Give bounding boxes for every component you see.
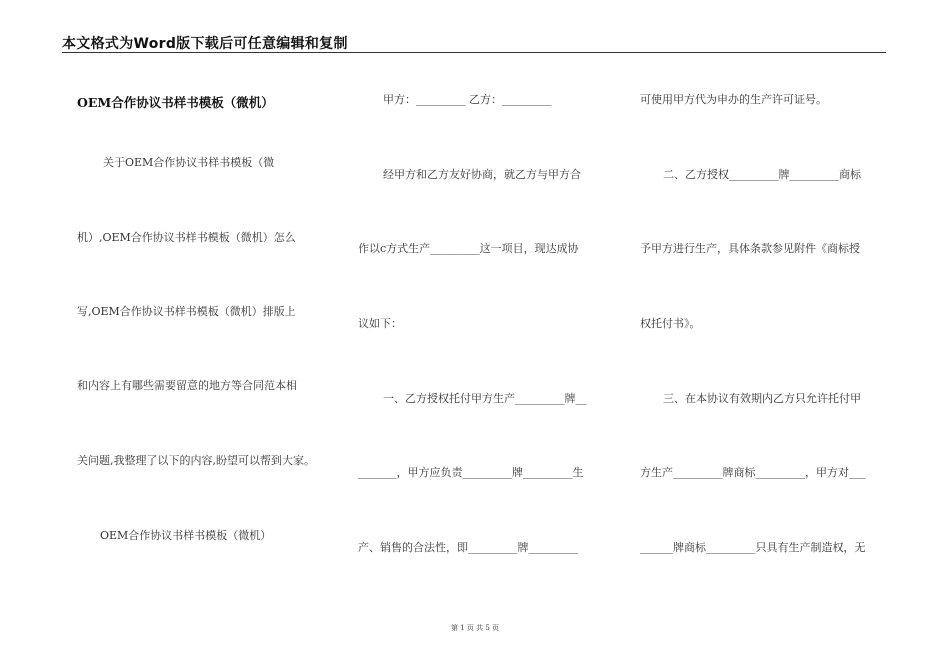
col3-line-1: 可使用甲方代为申办的生产许可证号。: [640, 93, 827, 106]
col3-line-7: ______牌商标_________只具有生产制造权，无: [640, 541, 866, 554]
banner-divider: [62, 52, 886, 53]
col3-line-5: 三、在本协议有效期内乙方只允许托付甲: [663, 392, 861, 405]
col1-line-3: 写,OEM合作协议书样书模板（微机）排版上: [77, 305, 296, 318]
col2-line-1: 甲方：_________ 乙方：_________: [383, 93, 552, 106]
col3-line-4: 权托付书》。: [640, 317, 701, 330]
col2-line-4: 议如下：: [358, 317, 402, 330]
col1-line-6: OEM合作协议书样书模板（微机）: [100, 529, 272, 542]
col2-line-7: 产、销售的合法性，即_________牌_________: [358, 541, 578, 554]
col3-line-6: 方生产_________牌商标_________，甲方对___: [640, 466, 866, 479]
col2-line-2: 经甲方和乙方友好协商，就乙方与甲方合: [383, 168, 581, 181]
col1-line-2: 机）,OEM合作协议书样书模板（微机）怎么: [77, 231, 296, 244]
col1-line-1: 关于OEM合作协议书样书模板（微: [103, 156, 275, 169]
col1-line-5: 关问题,我整理了以下的内容,盼望可以帮到大家。: [77, 454, 315, 467]
col2-line-3: 作以c方式生产_________这一项目，现达成协: [358, 242, 579, 255]
document-banner: 本文格式为Word版下载后可任意编辑和复制: [62, 36, 348, 52]
document-title: OEM合作协议书样书模板（微机）: [77, 95, 274, 110]
col3-line-2: 二、乙方授权_________牌_________商标: [663, 168, 861, 181]
col2-line-6: _______，甲方应负责_________牌_________生: [358, 466, 584, 479]
col2-line-5: 一、乙方授权托付甲方生产_________牌__: [383, 392, 587, 405]
col3-line-3: 予甲方进行生产，具体条款参见附件《商标授: [640, 242, 860, 255]
col1-line-4: 和内容上有哪些需要留意的地方等合同范本相: [77, 379, 297, 392]
page-footer: 第 1 页 共 5 页: [450, 624, 500, 632]
